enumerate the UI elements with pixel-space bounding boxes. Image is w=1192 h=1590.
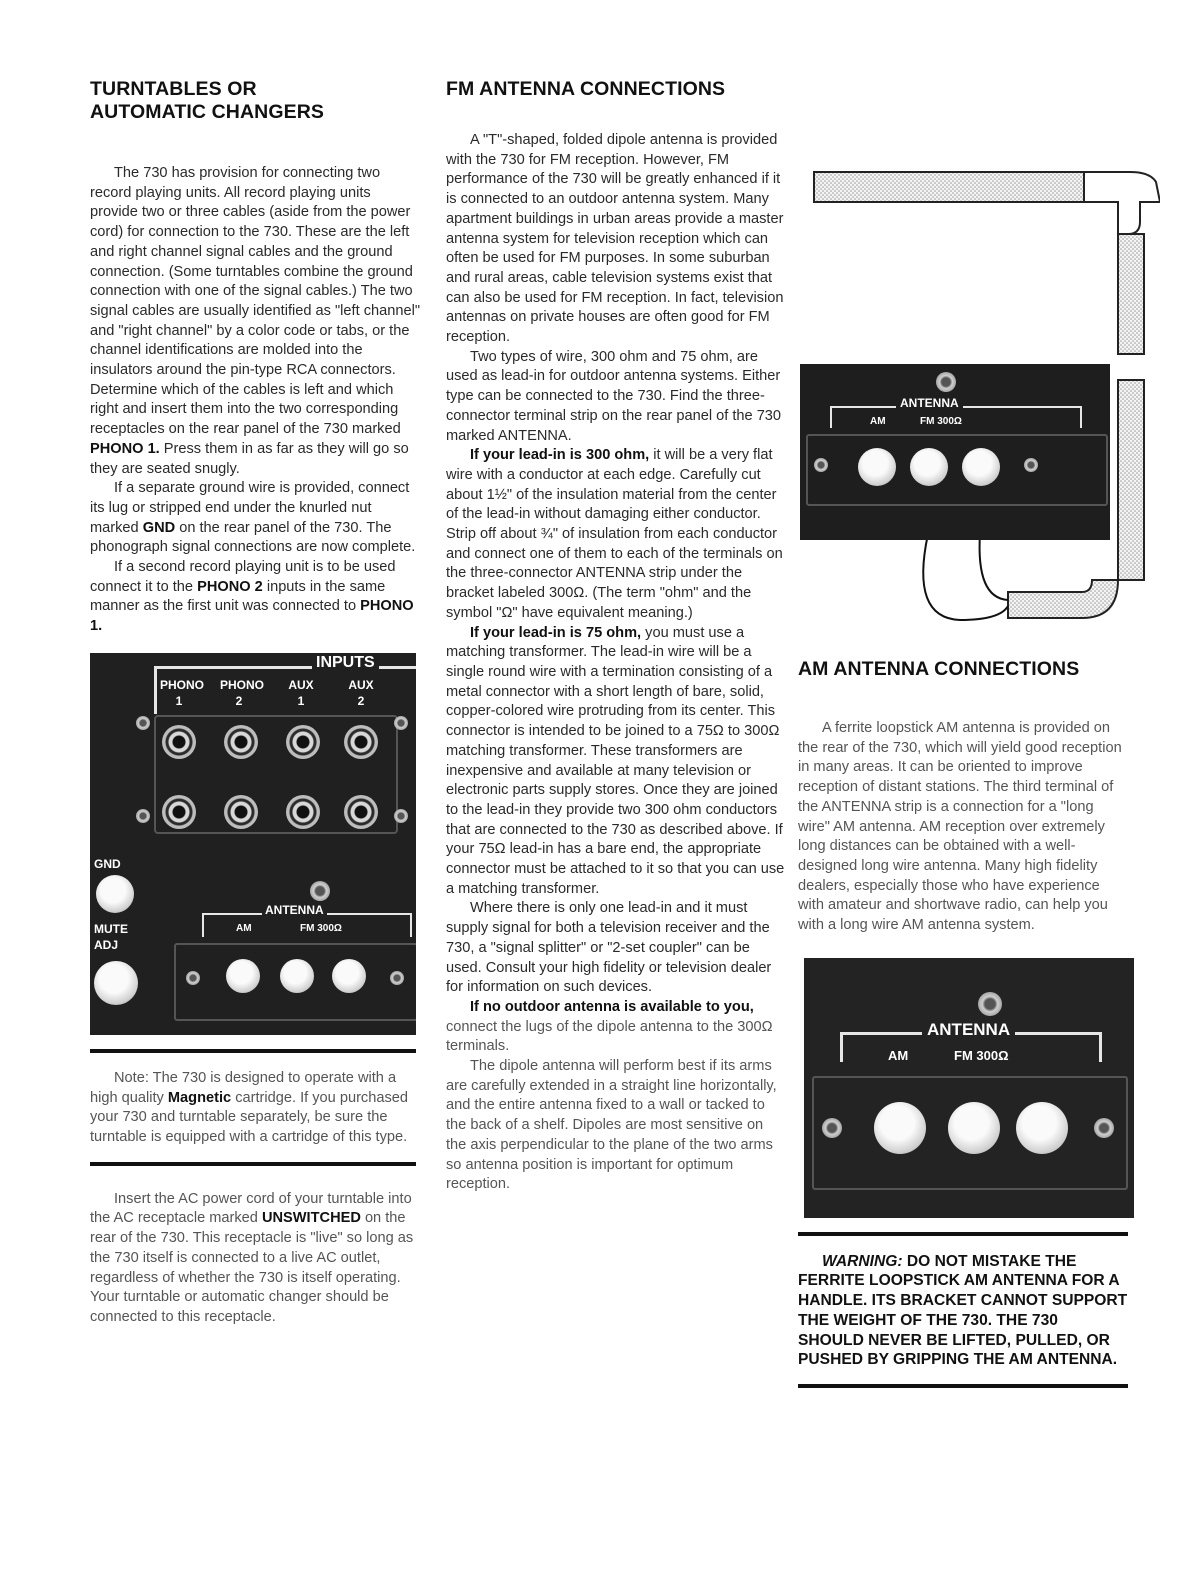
am-antenna-heading: AM ANTENNA CONNECTIONS: [798, 658, 1080, 680]
fm-terminal-1[interactable]: [280, 959, 314, 993]
second-unit-paragraph: If a second record playing unit is to be used connect it to the PHONO 2 inputs in the same manner as the first unit was connected to PHONO 1.: [90, 559, 414, 635]
screw-icon: [394, 809, 408, 823]
aux-2-label: AUX 2: [348, 677, 374, 708]
turntables-paragraph-1: The 730 has provision for connecting two record playing units. All record playing units provide two or three cables (aside from the power cord) for connection to the 730. These are the left and right channel signal cables and the ground connection. (Some turntables combine the ground connection with one of the signal cables.) The two signal cables are usually identified as "left channel" and "right channel" by a color code or tabs, or the channel identifications are molded into the insulators around the pin-type RCA connectors. Determine which of the cables is left and which right and insert them into the two corresponding receptacles on the rear panel of the 730 marked PHONO 1. Press them in as far as they will go so they are seated snugly.: [90, 165, 420, 477]
fm-splitter-paragraph: Where there is only one lead-in and it must supply signal for both a television receiver and the 730, a "signal splitter" or "2-set coupler" can be used. Consult your high fidelity or television dealer for information on such devices.: [446, 900, 772, 996]
fm-300-label: FM 300Ω: [300, 922, 342, 934]
fm-300-label: FM 300Ω: [954, 1047, 1009, 1063]
fm-300-ohm-paragraph: If your lead-in is 300 ohm, it will be a very flat wire with a conductor at each edge. Carefully cut about 1½" of the insulation material from the center of the lead-in without damaging either conductor. Strip off about ¾" of insulation from each conductor and connect one of them to each of the terminals on the three-connector ANTENNA strip under the bracket labeled 300Ω. (The term "ohm" and the symbol "Ω" have equivalent meaning.): [446, 447, 783, 621]
phono-2-label: PHONO 2: [220, 677, 265, 708]
screw-icon: [1094, 1118, 1114, 1138]
screw-icon: [186, 971, 200, 985]
am-antenna-terminal-photo: [804, 958, 1134, 1218]
phono-2-left-jack[interactable]: [224, 725, 258, 759]
screw-icon: [394, 716, 408, 730]
am-label: AM: [870, 416, 886, 427]
ground-paragraph: If a separate ground wire is provided, connect its lug or stripped end under the knurled nut marked GND on the rear panel of the 730. The phonograph signal connections are now complete.: [90, 480, 416, 556]
inputs-label: INPUTS: [312, 654, 379, 672]
fm-300-label: FM 300Ω: [920, 416, 962, 427]
screw-icon: [310, 881, 330, 901]
am-paragraph: A ferrite loopstick AM antenna is provided on the rear of the 730, which will yield good reception in many areas. It can be oriented to improve reception of distant stations. The third terminal of the ANTENNA strip is a connection for a "long wire" AM antenna. AM reception over extremely long distances can be obtained with a well-designed long wire antenna. Many high fidelity dealers, especially those who have experience with amateur and shortwave radio, can help you with a long wire AM antenna system.: [798, 720, 1122, 934]
phono-1-right-jack[interactable]: [162, 795, 196, 829]
fm-antenna-heading: FM ANTENNA CONNECTIONS: [446, 78, 726, 100]
fm-terminal-1[interactable]: [948, 1102, 1000, 1154]
mute-adj-label: MUTE ADJ: [94, 921, 128, 952]
phono-2-right-jack[interactable]: [224, 795, 258, 829]
warning-label: WARNING:: [822, 1252, 903, 1270]
screw-icon: [1024, 458, 1038, 472]
fm-dipole-paragraph: The dipole antenna will perform best if its arms are carefully extended in a straight line horizontally, and the entire antenna fixed to a wall or tacked to the back of a shelf. Dipoles are most sensitive on the axis perpendicular to the plane of the two arms so antenna position is important for optimum reception.: [446, 1058, 777, 1193]
aux-1-label: AUX 1: [288, 677, 314, 708]
warning-bottom-rule: [798, 1384, 1128, 1388]
column-fm-antenna: [446, 78, 786, 1195]
am-terminal[interactable]: [226, 959, 260, 993]
fm-antenna-wiring-figure: [800, 168, 1160, 642]
fm-no-outdoor-paragraph: If no outdoor antenna is available to you, connect the lugs of the dipole antenna to the 300Ω terminals.: [446, 998, 773, 1055]
antenna-label: ANTENNA: [896, 396, 963, 410]
screw-icon: [978, 992, 1002, 1016]
am-terminal[interactable]: [874, 1102, 926, 1154]
cartridge-note: Note: The 730 is designed to operate with a high quality Magnetic cartridge. If you purchased your 730 and turntable separately, be sure the turntable is equipped with a cartridge of this type.: [90, 1069, 408, 1145]
am-label: AM: [888, 1047, 909, 1063]
phono-1-label: PHONO 1: [160, 677, 205, 708]
antenna-label: ANTENNA: [922, 1020, 1015, 1040]
antenna-terminal-photo: [800, 364, 1110, 540]
fm-terminal-2[interactable]: [1016, 1102, 1068, 1154]
aux-2-right-jack[interactable]: [344, 795, 378, 829]
am-label: AM: [236, 922, 252, 934]
screw-icon: [136, 716, 150, 730]
fm-terminal-2[interactable]: [332, 959, 366, 993]
fm-terminal-2[interactable]: [962, 448, 1000, 486]
screw-icon: [814, 458, 828, 472]
aux-1-right-jack[interactable]: [286, 795, 320, 829]
mute-adj-knob[interactable]: [94, 961, 138, 1005]
rear-panel-photo: [90, 653, 416, 1035]
fm-terminal-1[interactable]: [910, 448, 948, 486]
screw-icon: [936, 372, 956, 392]
ac-power-paragraph: Insert the AC power cord of your turntable into the AC receptacle marked UNSWITCHED on the rear of the 730. This receptacle is "live" so long as the 730 itself is connected to a live AC outlet, regardless of whether the 730 is itself operating. Your turntable or automatic changer should be connected to this receptacle.: [90, 1190, 414, 1325]
turntables-heading: TURNTABLES OR AUTOMATIC CHANGERS: [90, 78, 324, 123]
fm-paragraph-1: A "T"-shaped, folded dipole antenna is provided with the 730 for FM reception. However, FM performance of the 730 will be greatly enhanced if it is connected to an outdoor antenna system. Many apartment buildings in urban areas provide a master antenna system for television reception which can often be used for FM purposes. In some suburban and rural areas, cable television systems exist that can also be used for FM reception. In fact, television antennas on private houses are often good for FM reception.: [446, 132, 784, 346]
am-terminal[interactable]: [858, 448, 896, 486]
fm-75-ohm-paragraph: If your lead-in is 75 ohm, you must use a matching transformer. The lead-in wire will be a single round wire with a termination consisting of a metal connector with a short length of bare, solid, copper-colored wire protruding from its center. This connector is intended to be joined to a 75Ω to 300Ω matching transformer. These transformers are inexpensive and available at many television or electronic parts supply stores. Once they are joined to the lead-in they provide two 300 ohm conductors that are connected to the 730 as described above. If your 75Ω lead-in has a bare end, the appropriate connector must be attached to it so that you can use a matching transformer.: [446, 624, 785, 897]
column-am-antenna: [798, 168, 1148, 1388]
aux-2-left-jack[interactable]: [344, 725, 378, 759]
screw-icon: [822, 1118, 842, 1138]
screw-icon: [390, 971, 404, 985]
screw-icon: [136, 809, 150, 823]
am-antenna-warning: WARNING: DO NOT MISTAKE THE FERRITE LOOPSTICK AM ANTENNA FOR A HANDLE. ITS BRACKET CANNOT SUPPORT THE WEIGHT OF THE 730. THE 730 SHOULD NEVER BE LIFTED, PULLED, OR PUSHED BY GRIPPING THE AM ANTENNA.: [798, 1252, 1128, 1369]
fm-paragraph-2: Two types of wire, 300 ohm and 75 ohm, are used as lead-in for outdoor antenna systems. Either type can be connected to the 730. Find the three-connector terminal strip on the rear panel of the 730 marked ANTENNA.: [446, 348, 782, 444]
column-turntables: [90, 78, 422, 1328]
gnd-terminal[interactable]: [96, 875, 134, 913]
gnd-label: GND: [94, 856, 121, 871]
phono-1-left-jack[interactable]: [162, 725, 196, 759]
antenna-label: ANTENNA: [262, 903, 327, 917]
aux-1-left-jack[interactable]: [286, 725, 320, 759]
